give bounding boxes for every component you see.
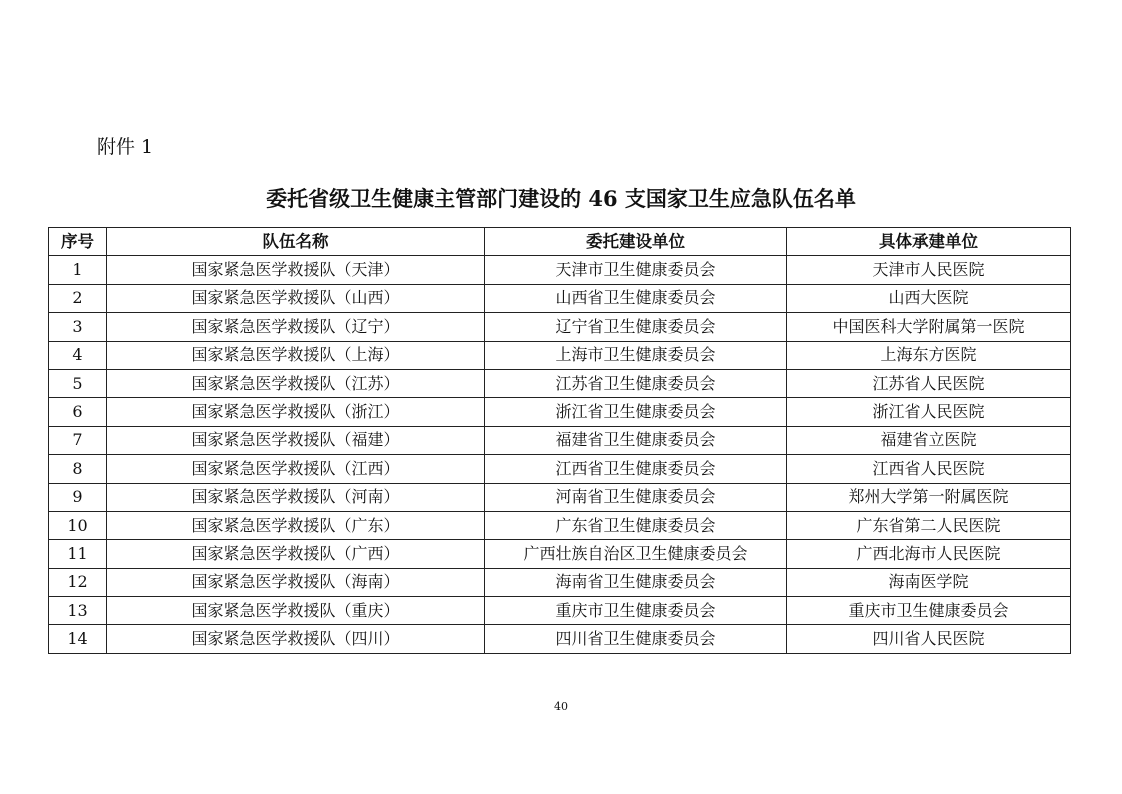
table-row <box>49 625 1071 653</box>
cell-index: 3 <box>49 313 107 341</box>
cell-team-name: 国家紧急医学救援队（海南） <box>107 568 485 596</box>
cell-commissioning-unit: 江西省卫生健康委员会 <box>485 455 787 483</box>
cell-team-name: 国家紧急医学救援队（辽宁） <box>107 313 485 341</box>
cell-contractor-unit: 浙江省人民医院 <box>787 398 1071 426</box>
cell-commissioning-unit: 四川省卫生健康委员会 <box>485 625 787 653</box>
cell-team-name: 国家紧急医学救援队（天津） <box>107 256 485 284</box>
table-row <box>49 426 1071 454</box>
cell-contractor-unit: 广西北海市人民医院 <box>787 540 1071 568</box>
cell-team-name: 国家紧急医学救援队（江西） <box>107 455 485 483</box>
cell-commissioning-unit: 海南省卫生健康委员会 <box>485 568 787 596</box>
cell-index: 13 <box>49 597 107 625</box>
cell-contractor-unit: 海南医学院 <box>787 568 1071 596</box>
document-title: 委托省级卫生健康主管部门建设的 46 支国家卫生应急队伍名单 <box>266 186 856 211</box>
table-row <box>49 256 1071 284</box>
cell-team-name: 国家紧急医学救援队（山西） <box>107 284 485 312</box>
cell-team-name: 国家紧急医学救援队（浙江） <box>107 398 485 426</box>
cell-index: 8 <box>49 455 107 483</box>
cell-contractor-unit: 山西大医院 <box>787 284 1071 312</box>
cell-contractor-unit: 上海东方医院 <box>787 341 1071 369</box>
cell-team-name: 国家紧急医学救援队（广东） <box>107 511 485 539</box>
cell-commissioning-unit: 浙江省卫生健康委员会 <box>485 398 787 426</box>
cell-team-name: 国家紧急医学救援队（河南） <box>107 483 485 511</box>
cell-commissioning-unit: 广东省卫生健康委员会 <box>485 511 787 539</box>
cell-commissioning-unit: 江苏省卫生健康委员会 <box>485 369 787 397</box>
table-row <box>49 540 1071 568</box>
cell-index: 7 <box>49 426 107 454</box>
table-row <box>49 597 1071 625</box>
cell-team-name: 国家紧急医学救援队（福建） <box>107 426 485 454</box>
header-index: 序号 <box>49 228 107 256</box>
cell-index: 2 <box>49 284 107 312</box>
cell-index: 12 <box>49 568 107 596</box>
cell-commissioning-unit: 山西省卫生健康委员会 <box>485 284 787 312</box>
cell-index: 1 <box>49 256 107 284</box>
table-row <box>49 568 1071 596</box>
cell-team-name: 国家紧急医学救援队（重庆） <box>107 597 485 625</box>
cell-contractor-unit: 福建省立医院 <box>787 426 1071 454</box>
cell-contractor-unit: 江西省人民医院 <box>787 455 1071 483</box>
attachment-label: 附件 1 <box>97 136 154 158</box>
team-roster-table <box>48 227 1071 654</box>
cell-commissioning-unit: 广西壮族自治区卫生健康委员会 <box>485 540 787 568</box>
cell-commissioning-unit: 重庆市卫生健康委员会 <box>485 597 787 625</box>
cell-contractor-unit: 四川省人民医院 <box>787 625 1071 653</box>
cell-contractor-unit: 郑州大学第一附属医院 <box>787 483 1071 511</box>
cell-team-name: 国家紧急医学救援队（四川） <box>107 625 485 653</box>
cell-index: 4 <box>49 341 107 369</box>
cell-index: 14 <box>49 625 107 653</box>
cell-team-name: 国家紧急医学救援队（上海） <box>107 341 485 369</box>
header-team-name: 队伍名称 <box>107 228 485 256</box>
page-number: 40 <box>554 700 568 713</box>
table-row <box>49 398 1071 426</box>
table-row <box>49 483 1071 511</box>
cell-contractor-unit: 重庆市卫生健康委员会 <box>787 597 1071 625</box>
cell-contractor-unit: 广东省第二人民医院 <box>787 511 1071 539</box>
cell-commissioning-unit: 辽宁省卫生健康委员会 <box>485 313 787 341</box>
header-commissioning-unit: 委托建设单位 <box>485 228 787 256</box>
cell-commissioning-unit: 河南省卫生健康委员会 <box>485 483 787 511</box>
cell-team-name: 国家紧急医学救援队（广西） <box>107 540 485 568</box>
cell-index: 11 <box>49 540 107 568</box>
cell-commissioning-unit: 福建省卫生健康委员会 <box>485 426 787 454</box>
cell-index: 5 <box>49 369 107 397</box>
table-row <box>49 284 1071 312</box>
cell-index: 6 <box>49 398 107 426</box>
cell-index: 10 <box>49 511 107 539</box>
table-row <box>49 369 1071 397</box>
cell-commissioning-unit: 上海市卫生健康委员会 <box>485 341 787 369</box>
table-row <box>49 341 1071 369</box>
header-contractor-unit: 具体承建单位 <box>787 228 1071 256</box>
cell-contractor-unit: 天津市人民医院 <box>787 256 1071 284</box>
table-row <box>49 511 1071 539</box>
cell-index: 9 <box>49 483 107 511</box>
cell-contractor-unit: 中国医科大学附属第一医院 <box>787 313 1071 341</box>
table-row <box>49 455 1071 483</box>
cell-contractor-unit: 江苏省人民医院 <box>787 369 1071 397</box>
cell-commissioning-unit: 天津市卫生健康委员会 <box>485 256 787 284</box>
table-row <box>49 313 1071 341</box>
table-header-row <box>49 228 1071 256</box>
cell-team-name: 国家紧急医学救援队（江苏） <box>107 369 485 397</box>
